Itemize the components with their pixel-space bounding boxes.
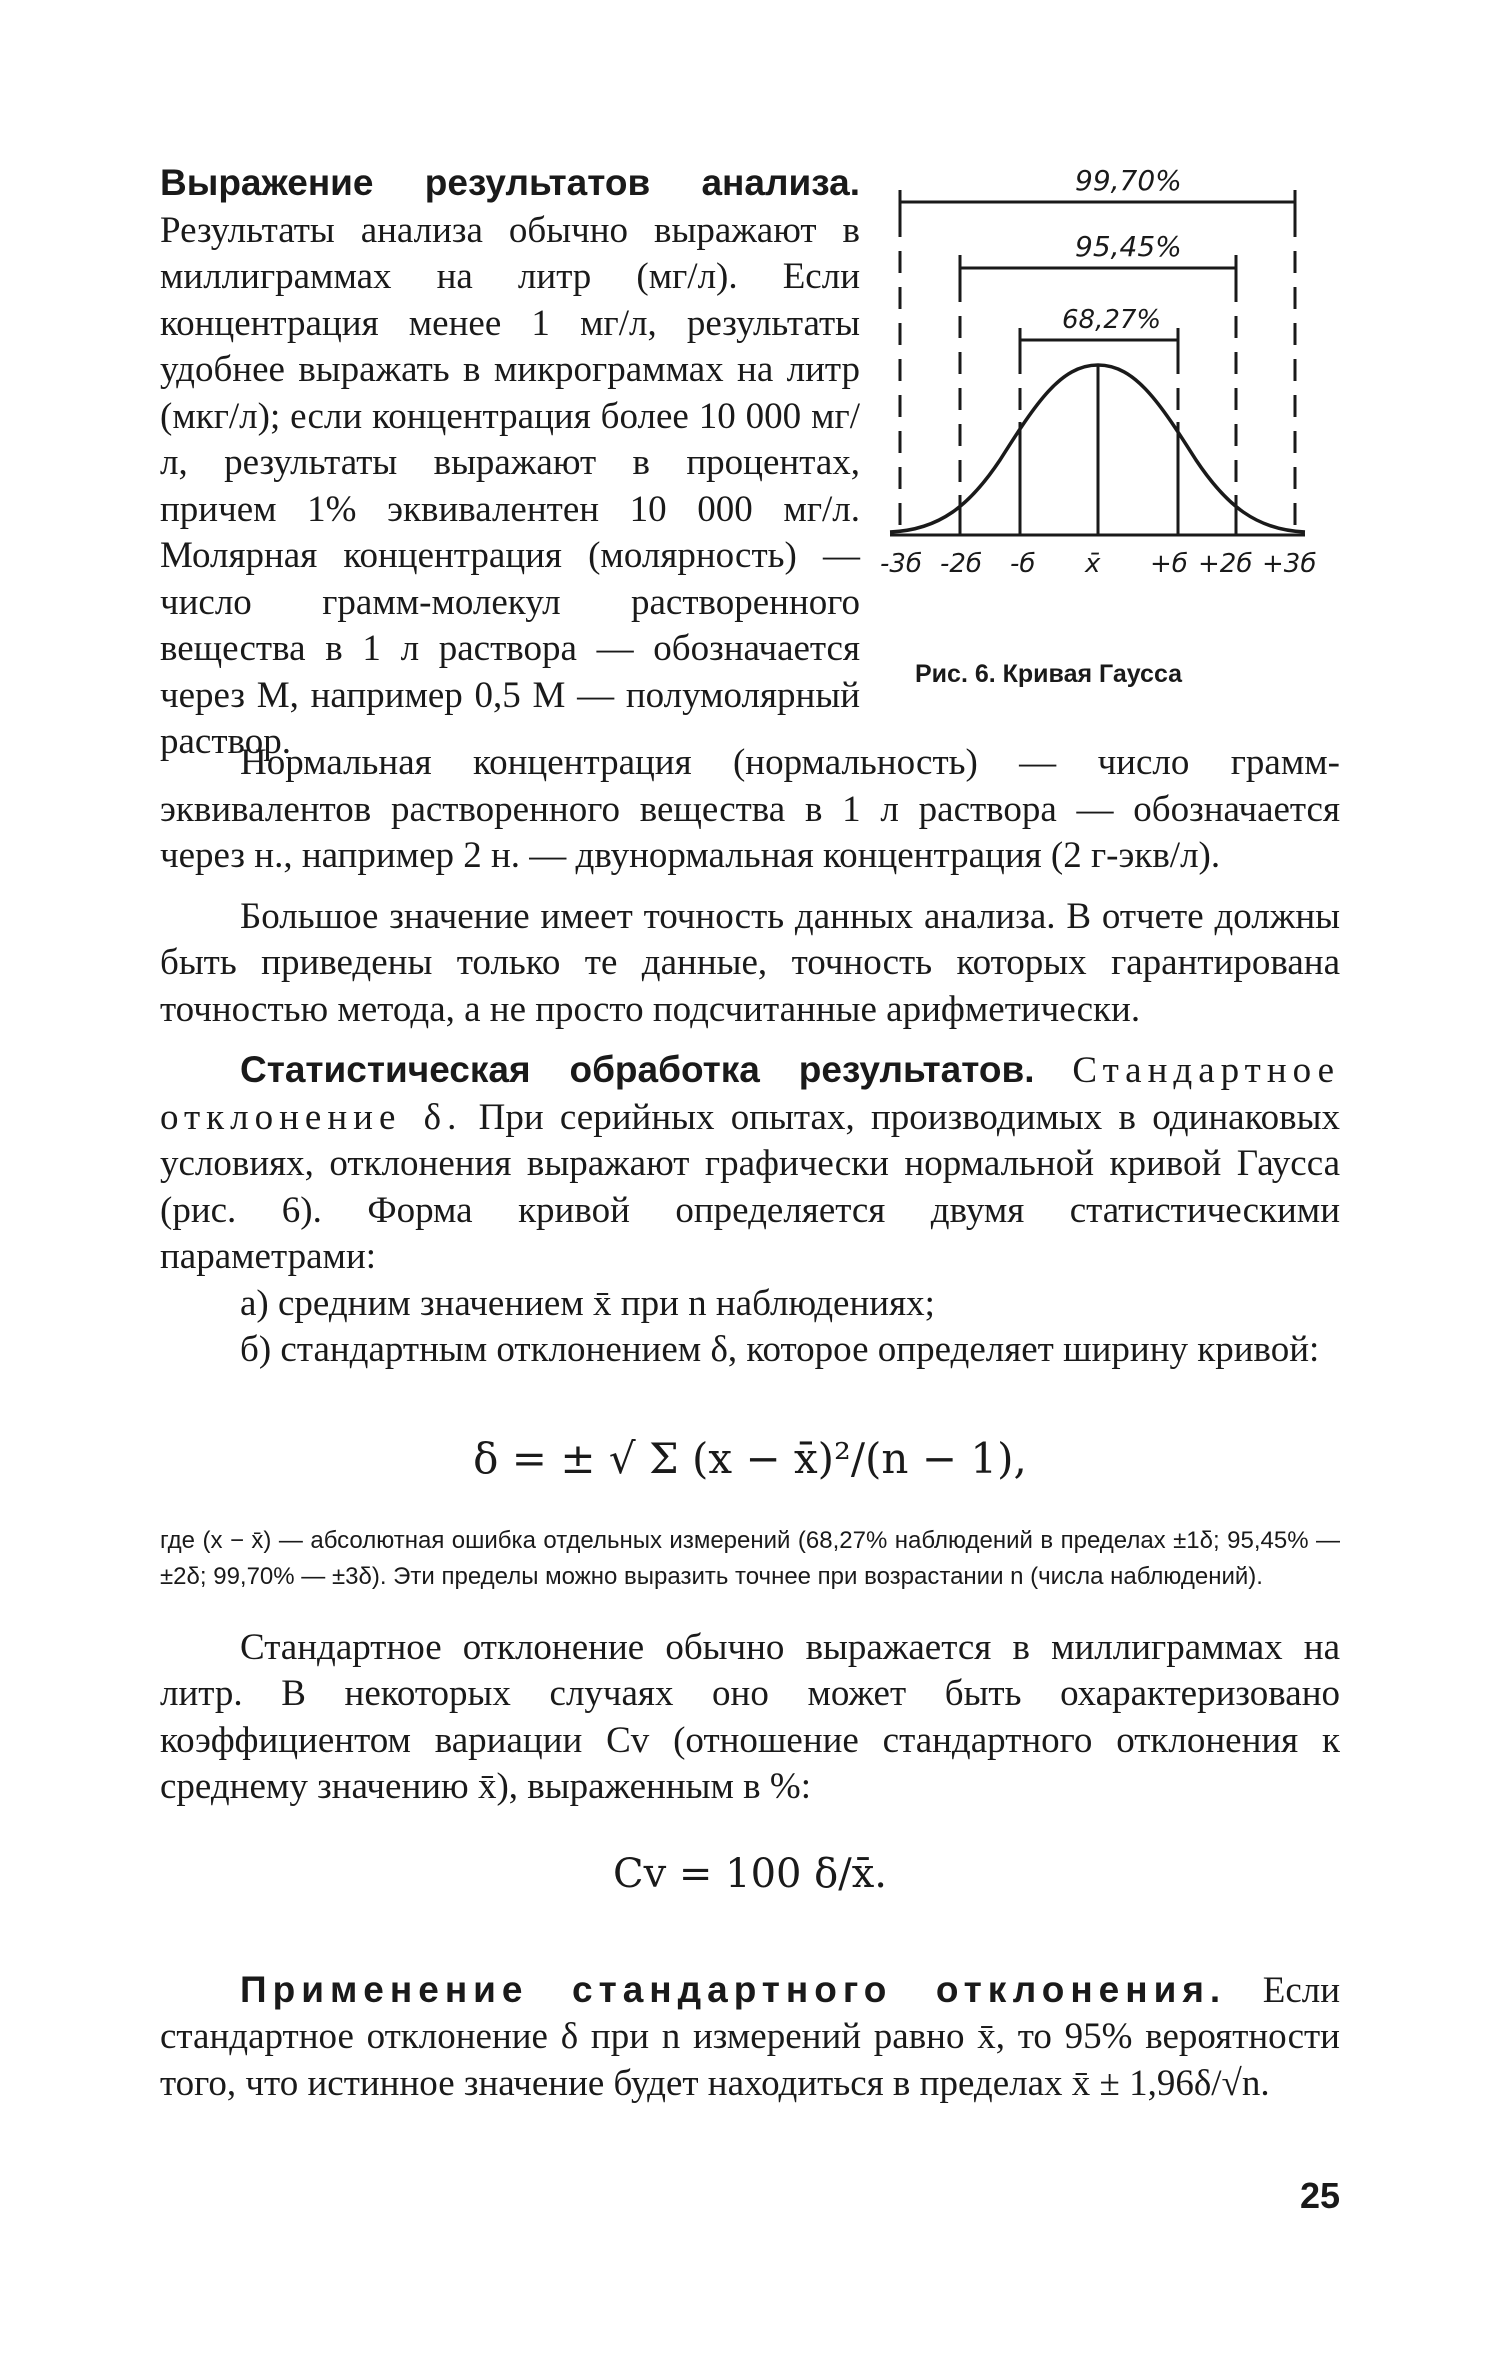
item-a: а) средним значением x̄ при n наблюдениях; xyxy=(240,1282,935,1324)
apply-paragraph xyxy=(160,1967,1340,2108)
stat-paragraph xyxy=(160,1047,1340,1281)
gauss-curve-graphic xyxy=(880,160,1320,720)
gauss-figure xyxy=(880,160,1320,720)
units-paragraph xyxy=(160,160,860,766)
axis-mean: x̄ xyxy=(1085,549,1101,579)
label-99-70: 99,70% xyxy=(1075,164,1182,197)
normality-paragraph: Нормальная концентрация (нормальность) — число грамм-эквивалентов растворенного вещества в 1 л раствора — обозначается через н., например 2 н. — двунормальная концентрация (2 г-экв/л). xyxy=(160,742,1340,876)
apply-heading: Применение стандартного отклонения. xyxy=(240,1968,1227,2010)
axis-minus1: -б xyxy=(1010,549,1036,579)
main-text xyxy=(160,740,1340,2107)
label-68-27: 68,27% xyxy=(1062,305,1162,335)
section-units xyxy=(160,160,860,766)
apply-text: Если стандартное отклонение δ при n измерений равно x̄, то 95% вероятности того, что истинное значение будет находиться в пределах x̄ ± 1,96δ/√n. xyxy=(160,1969,1341,2104)
cv-paragraph: Стандартное отклонение обычно выражается в миллиграммах на литр. В некоторых случаях оно может быть охарактеризовано коэффициентом вариации Cv (отношение стандартного отклонения к среднему значению x̄), выраженным в %: xyxy=(160,1626,1340,1807)
units-heading: Выражение результатов анализа. xyxy=(160,162,860,203)
axis-minus3: -3б xyxy=(880,549,922,579)
axis-plus3: +3б xyxy=(1262,549,1317,579)
page-number: 25 xyxy=(1299,2175,1340,2216)
stat-term: Стандартное отклонение δ. xyxy=(160,1050,1341,1138)
accuracy-paragraph: Большое значение имеет точность данных анализа. В отчете должны быть приведены только те данные, точность которых гарантирована точностью метода, а не просто подсчитанные арифметически. xyxy=(160,895,1340,1030)
axis-minus2: -2б xyxy=(940,549,982,579)
label-95-45: 95,45% xyxy=(1075,230,1182,263)
item-b: б) стандартным отклонением δ, которое определяет ширину кривой: xyxy=(240,1329,1320,1370)
figure-caption: Рис. 6. Кривая Гаусса xyxy=(915,660,1183,688)
formula-note: где (x − x̄) — абсолютная ошибка отдельных измерений (68,27% наблюдений в пределах ±1δ; 95,45% — ±2δ; 99,70% — ±3δ). Эти пределы можно выразить точнее при возрастании n (числа наблюдений). xyxy=(160,1526,1341,1590)
formula-std-dev: δ = ± √ Σ (x − x̄)²/(n − 1), xyxy=(473,1433,1027,1483)
axis-plus1: +б xyxy=(1150,549,1188,579)
formula-cv: Cv = 100 δ/x̄. xyxy=(612,1850,888,1897)
units-text: Результаты анализа обычно выражают в миллиграммах на литр (мг/л). Если концентрация менее 1 мг/л, результаты удобнее выражать в микрограммах на литр (мкг/л); если концентрация более 10 000 мг/л, результаты выражают в процентах, причем 1% эквивалентен 10 000 мг/л. Молярная концентрация (молярность) — число грамм-молекул растворенного вещества в 1 л раствора — обозначается через М, например 0,5 М — полумолярный раствор. xyxy=(160,209,860,762)
stat-heading: Статистическая обработка результатов. xyxy=(240,1049,1035,1090)
axis-plus2: +2б xyxy=(1198,549,1253,579)
stat-text: При серийных опытах, производимых в одинаковых условиях, отклонения выражают графически нормальной кривой Гаусса (рис. 6). Форма кривой определяется двумя статистическими параметрами: xyxy=(160,1096,1341,1277)
